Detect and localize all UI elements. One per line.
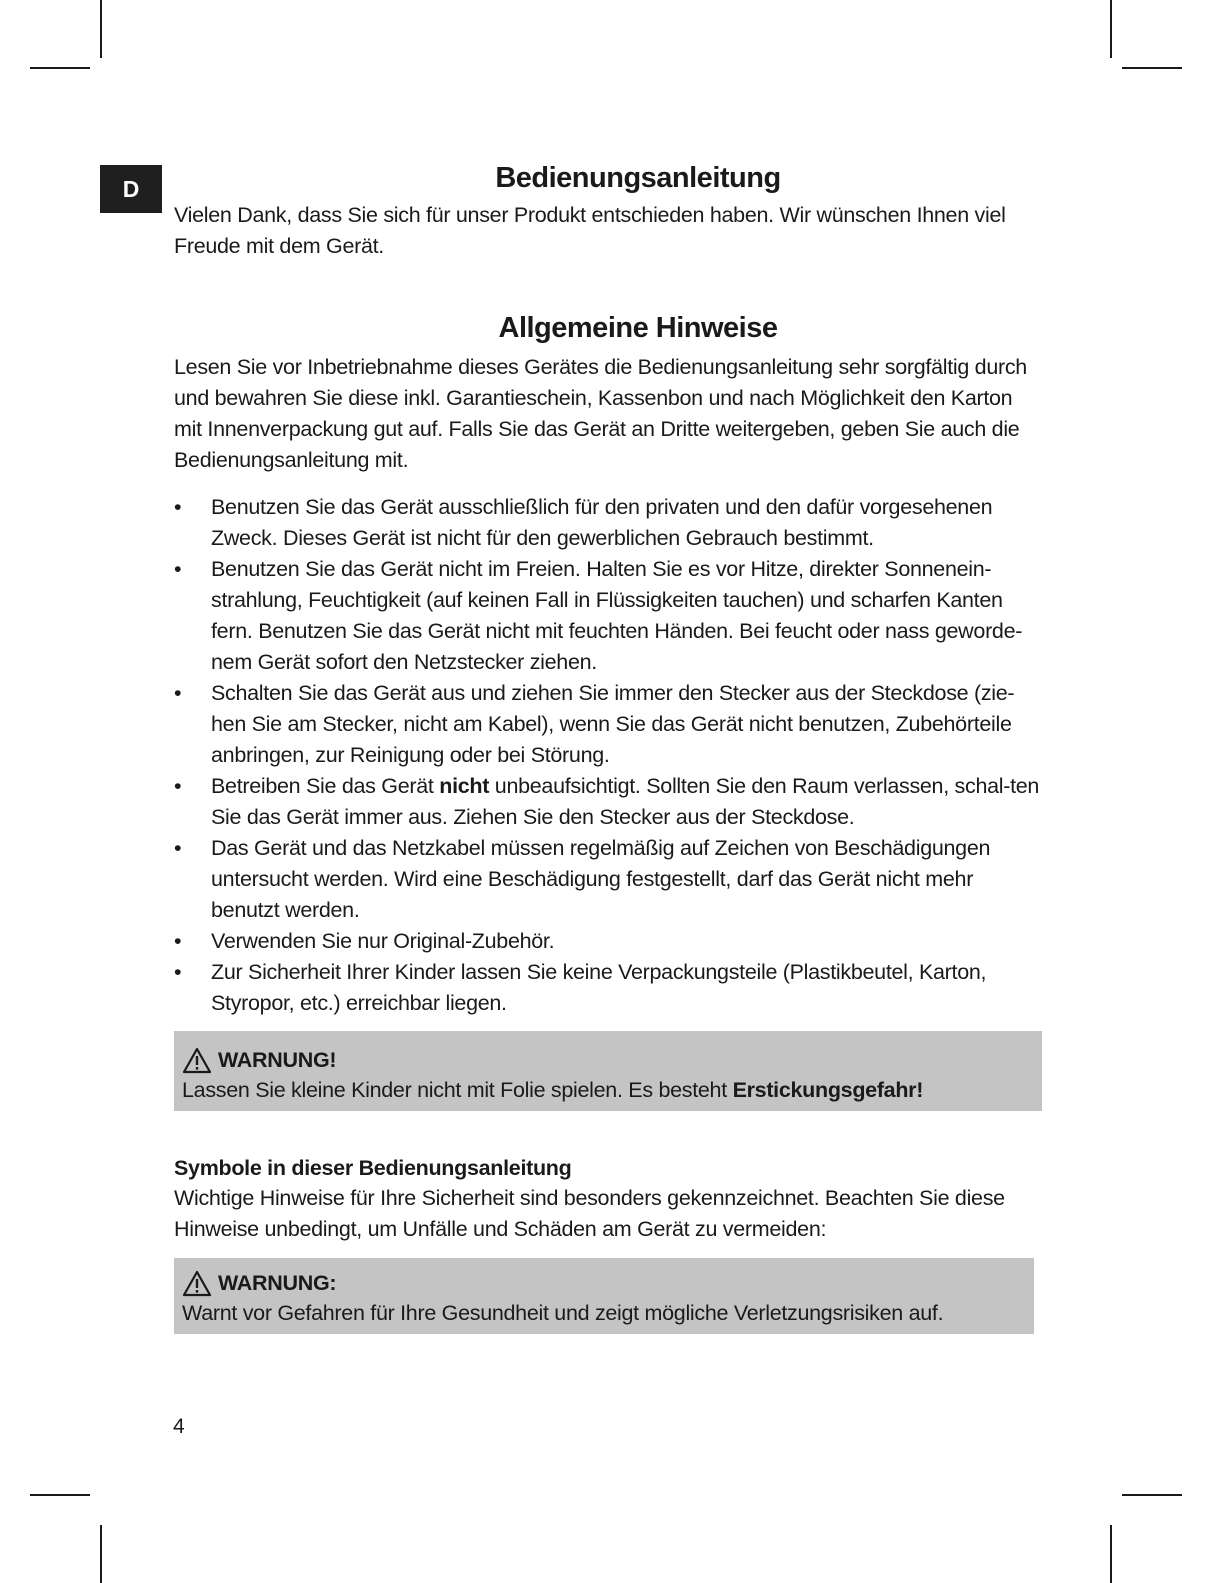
warning-text-regular: Lassen Sie kleine Kinder nicht mit Folie spielen. Es besteht — [182, 1078, 733, 1102]
intro-text: Vielen Dank, dass Sie sich für unser Produkt entschieden haben. Wir wünschen Ihnen viel Freude mit dem Gerät. — [174, 203, 1006, 258]
safety-list — [174, 492, 1042, 1019]
list-item: • Schalten Sie das Gerät aus und ziehen Sie immer den Stecker aus der Steckdose (zie-hen Sie am Stecker, nicht am Kabel), wenn Sie das Gerät nicht benutzen, Zubehörteile anbringen, zur Reinigung oder bei Störung. — [174, 678, 1042, 771]
symbols-paragraph: Wichtige Hinweise für Ihre Sicherheit sind besonders gekennzeichnet. Beachten Sie diese Hinweise unbedingt, um Unfälle und Schäden am Gerät zu vermeiden: — [174, 1186, 1005, 1241]
warning-title-row — [182, 1268, 1026, 1298]
list-item — [174, 771, 1042, 833]
warning-title: WARNUNG! — [218, 1048, 337, 1072]
page-title: Bedienungsanleitung — [495, 162, 781, 194]
crop-mark — [100, 0, 102, 58]
warning-title: WARNUNG: — [218, 1271, 337, 1295]
page-content — [174, 156, 1042, 1334]
crop-mark — [1110, 0, 1112, 58]
section-heading-symbols: Symbole in dieser Bedienungsanleitung — [174, 1156, 572, 1180]
crop-mark — [1110, 1525, 1112, 1583]
warning-title-row — [182, 1045, 1034, 1075]
list-item-text-before: Betreiben Sie das Gerät — [211, 774, 440, 798]
page-number: 4 — [173, 1415, 185, 1438]
section-heading-general: Allgemeine Hinweise — [498, 312, 778, 344]
list-item: • Benutzen Sie das Gerät ausschließlich für den privaten und den dafür vorgesehenen Zweck. Dieses Gerät ist nicht für den gewerblichen Gebrauch bestimmt. — [174, 492, 1042, 554]
warning-triangle-icon — [182, 1270, 212, 1297]
language-tab: D — [100, 165, 162, 213]
crop-mark — [1122, 67, 1182, 69]
list-item: • Das Gerät und das Netzkabel müssen regelmäßig auf Zeichen von Beschädigungen untersucht werden. Wird eine Beschädigung festgestellt, darf das Gerät nicht mehr benutzt werden. — [174, 833, 1042, 926]
crop-mark — [30, 1494, 90, 1496]
list-item-bold: nicht — [439, 774, 490, 798]
warning-text — [182, 1075, 1034, 1106]
warning-box — [174, 1258, 1034, 1334]
warning-text: Warnt vor Gefahren für Ihre Gesundheit und zeigt mögliche Verletzungsrisiken auf. — [182, 1301, 944, 1325]
general-paragraph: Lesen Sie vor Inbetriebnahme dieses Gerätes die Bedienungsanleitung sehr sorgfältig durch und bewahren Sie diese inkl. Garantieschein, Kassenbon und nach Möglichkeit den Karton mit Innenverpackung gut auf. Falls Sie das Gerät an Dritte weitergeben, geben Sie auch die Bedienungsanleitung mit. — [174, 355, 1027, 472]
warning-text-bold: Erstickungsgefahr! — [732, 1078, 924, 1102]
list-item: • Zur Sicherheit Ihrer Kinder lassen Sie keine Verpackungsteile (Plastikbeutel, Karton, Styropor, etc.) erreichbar liegen. — [174, 957, 1042, 1019]
crop-mark — [1122, 1494, 1182, 1496]
list-item-text-after: unbeaufsichtigt. Sollten Sie den Raum verlassen, schal-ten Sie das Gerät immer aus. Ziehen Sie den Stecker aus der Steckdose. — [211, 774, 1040, 829]
crop-mark — [100, 1525, 102, 1583]
crop-mark — [30, 67, 90, 69]
list-item: • Benutzen Sie das Gerät nicht im Freien. Halten Sie es vor Hitze, direkter Sonnenein-strahlung, Feuchtigkeit (auf keinen Fall in Flüssigkeiten tauchen) und scharfen Kanten fern. Benutzen Sie das Gerät nicht mit feuchten Händen. Bei feucht oder nass geworde-nem Gerät sofort den Netzstecker ziehen. — [174, 554, 1042, 678]
warning-triangle-icon — [182, 1047, 212, 1074]
list-item: • Verwenden Sie nur Original-Zubehör. — [174, 926, 1042, 957]
warning-box — [174, 1031, 1042, 1111]
